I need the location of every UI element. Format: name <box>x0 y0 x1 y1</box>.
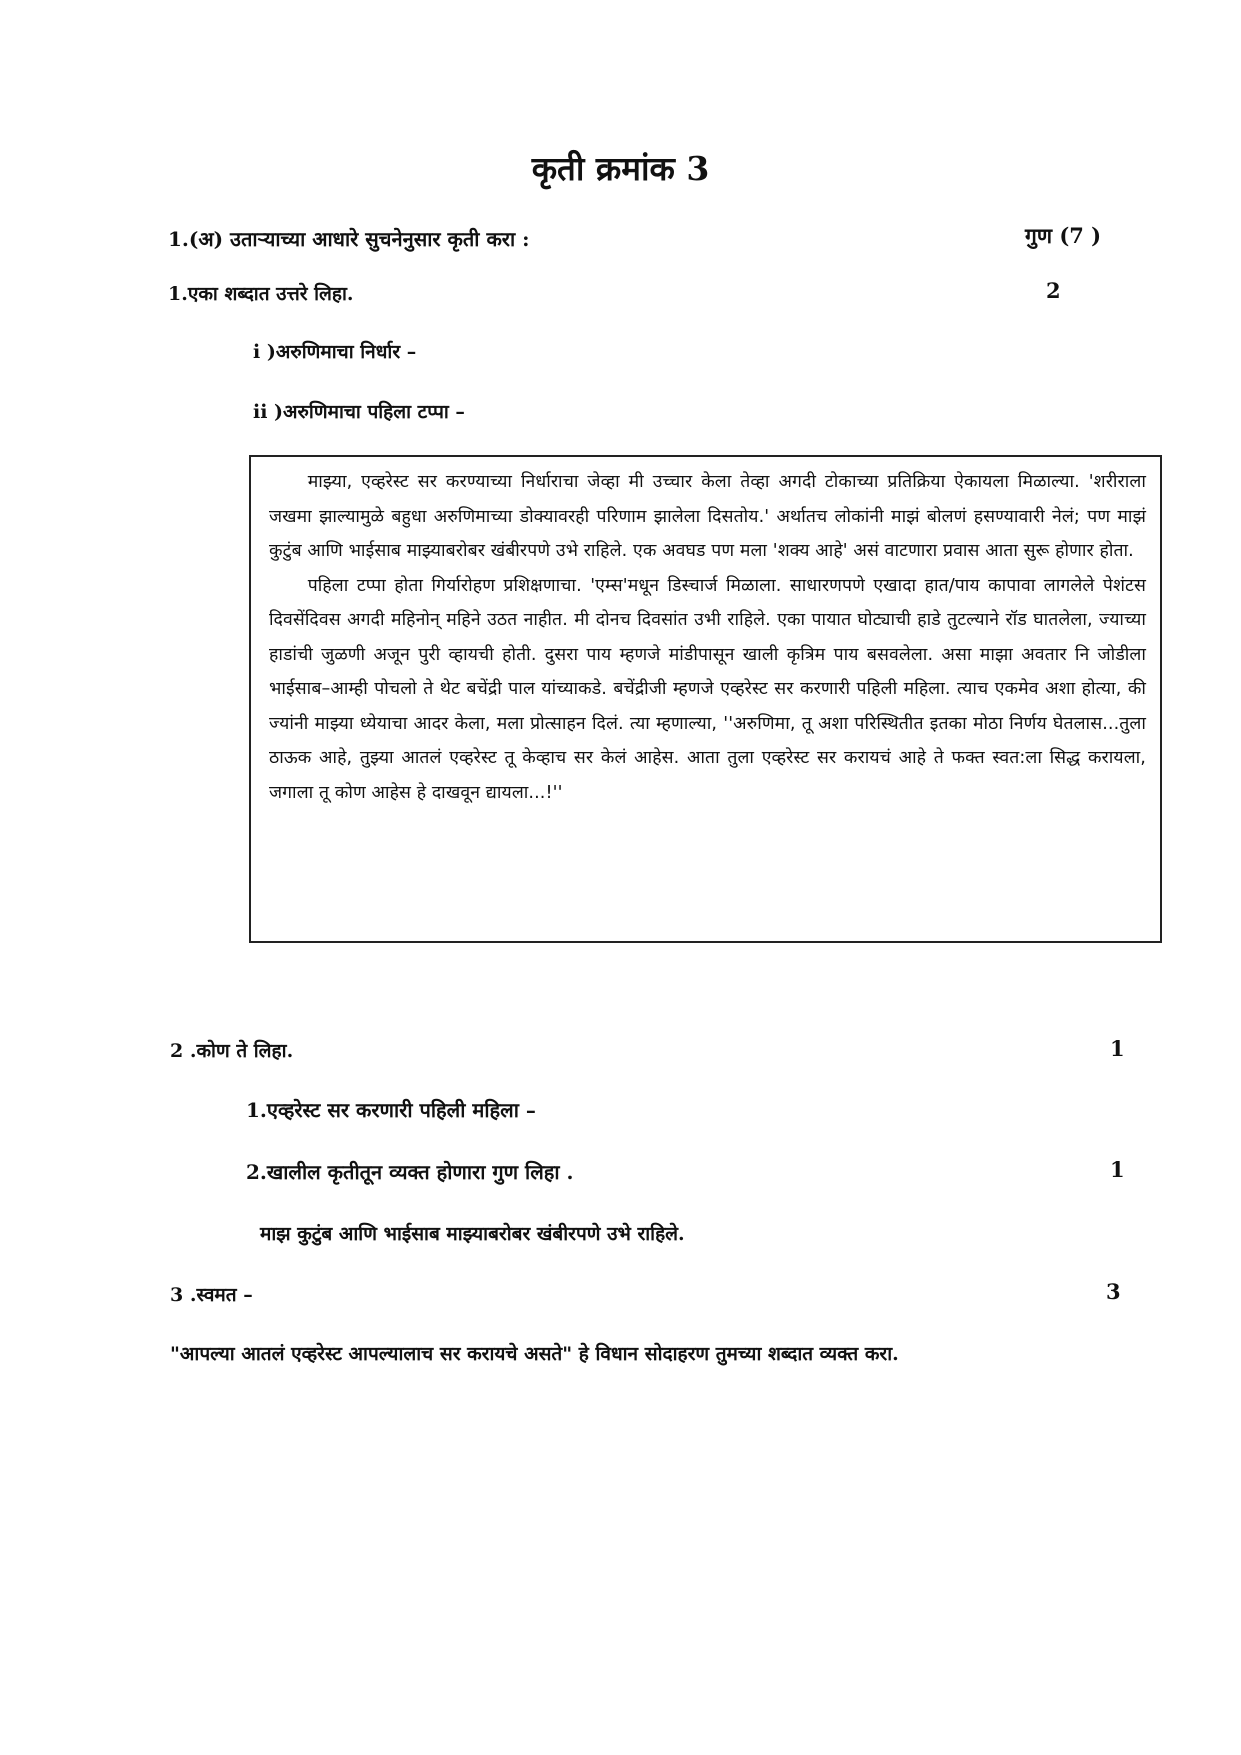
q2-marks: 1 <box>1110 1036 1125 1061</box>
section-a-marks: गुण (7 ) <box>1025 223 1102 248</box>
q3-question: "आपल्या आतलं एव्हरेस्ट आपल्यालाच सर करायचे असते" हे विधान सोदाहरण तुमच्या शब्दात व्यक्त करा. <box>170 1343 899 1365</box>
q2-item: 1.एव्हरेस्ट सर करणारी पहिली महिला – <box>246 1098 536 1122</box>
q1-item-1: i )अरुणिमाचा निर्धार – <box>253 341 417 363</box>
q1-label: 1.एका शब्दात उत्तरे लिहा. <box>168 283 354 305</box>
q2b-statement: माझ कुटुंब आणि भाईसाब माझ्याबरोबर खंबीरपणे उभे राहिले. <box>260 1223 685 1245</box>
q1-item-2: ii )अरुणिमाचा पहिला टप्पा – <box>253 401 465 423</box>
q1-marks: 2 <box>1046 278 1061 303</box>
q3-label: 3 .स्वमत – <box>170 1284 253 1306</box>
passage-paragraph-2: पहिला टप्पा होता गिर्यारोहण प्रशिक्षणाचा. 'एम्स'मधून डिस्चार्ज मिळाला. साधारणपणे एखादा हात/पाय कापावा लागलेले पेशंटस दिवसेंदिवस अगदी महिनोन् महिने उठत नाहीत. मी दोनच दिवसांत उभी राहिले. एका पायात घोट्याची हाडे तुटल्याने रॉड घातलेला, ज्याच्या हाडांची जुळणी अजून पुरी व्हायची होती. दुसरा पाय म्हणजे मांडीपासून खाली कृत्रिम पाय बसवलेला. असा माझा अवतार नि जोडीला भाईसाब–आम्ही पोचलो ते थेट बचेंद्री पाल यांच्याकडे. बचेंद्रीजी म्हणजे एव्हरेस्ट सर करणारी पहिली महिला. त्याच एकमेव अशा होत्या, की ज्यांनी माझ्या ध्येयाचा आदर केला, मला प्रोत्साहन दिलं. त्या म्हणाल्या, ''अरुणिमा, तू अशा परिस्थितीत इतका मोठा निर्णय घेतलास...तुला ठाऊक आहे, तुझ्या आतलं एव्हरेस्ट तू केव्हाच सर केलं आहेस. आता तुला एव्हरेस्ट सर करायचं आहे ते फक्त स्वत:ला सिद्ध करायला, जगाला तू कोण आहेस हे दाखवून द्यायला...!'' <box>269 575 1146 803</box>
passage-paragraph-1: माझ्या, एव्हरेस्ट सर करण्याच्या निर्धाराचा जेव्हा मी उच्चार केला तेव्हा अगदी टोकाच्या प्रतिक्रिया ऐकायला मिळाल्या. 'शरीराला जखमा झाल्यामुळे बहुधा अरुणिमाच्या डोक्यावरही परिणाम झालेला दिसतोय.' अर्थातच लोकांनी माझं बोलणं हसण्यावारी नेलं; पण माझं कुटुंब आणि भाईसाब माझ्याबरोबर खंबीरपणे उभे राहिले. एक अवघड पण मला 'शक्य आहे' असं वाटणारा प्रवास आता सुरू होणार होता. <box>269 472 1146 561</box>
section-a-heading: 1.(अ) उताऱ्याच्या आधारे सुचनेनुसार कृती करा : <box>168 227 530 251</box>
q2b-label: 2.खालील कृतीतून व्यक्त होणारा गुण लिहा . <box>246 1160 574 1184</box>
q2-label: 2 .कोण ते लिहा. <box>170 1040 294 1062</box>
passage-box <box>249 455 1162 943</box>
page-title: कृती क्रमांक 3 <box>531 149 710 188</box>
q3-marks: 3 <box>1106 1279 1121 1304</box>
q2b-marks: 1 <box>1110 1157 1125 1182</box>
